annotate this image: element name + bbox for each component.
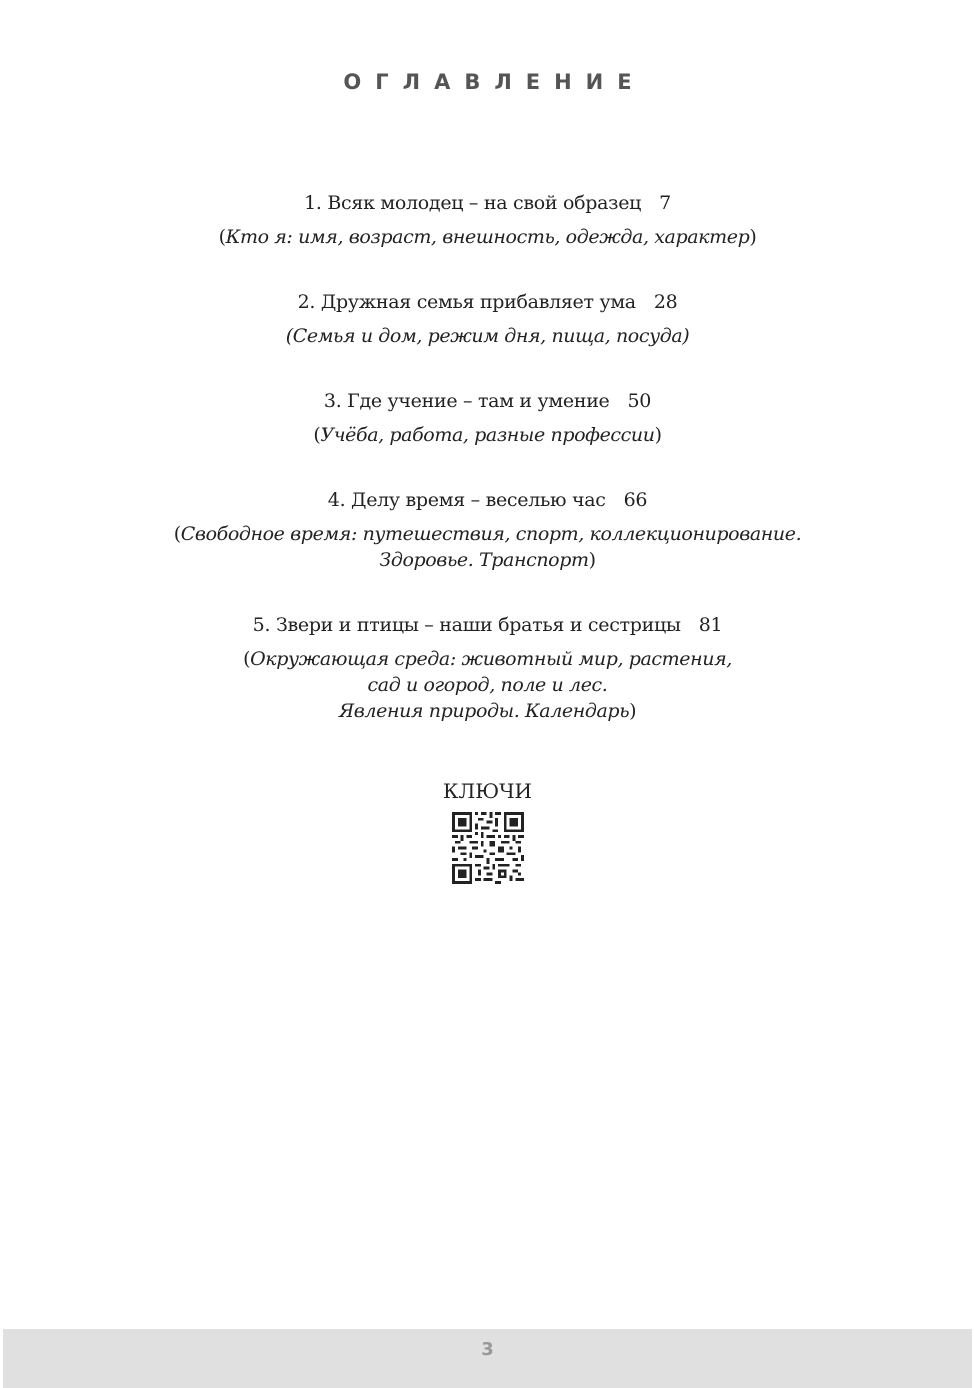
description-line [0, 672, 975, 698]
toc-entry-description [0, 224, 975, 250]
toc-entry-description [0, 646, 975, 724]
toc-entry-title: 4. Делу время – веселью час [327, 489, 606, 511]
description-text: Учёба, работа, разные профессии [320, 424, 655, 446]
page-title: ОГЛАВЛЕНИЕ [343, 70, 646, 94]
description-line: (Свободное время: путешествия, спорт, коллекционирование. [173, 523, 802, 545]
description-text: Семья и дом, режим дня, пища, посуда [292, 325, 683, 347]
description-line: (Семья и дом, режим дня, пища, посуда) [285, 325, 690, 347]
description-text: Кто я: имя, возраст, внешность, одежда, характер [225, 226, 750, 248]
description-text: Свободное время: путешествия, спорт, коллекционирование. [180, 523, 802, 545]
toc-entry-description [0, 521, 975, 573]
page-footer [3, 1329, 972, 1388]
description-line: (Учёба, работа, разные профессии) [313, 424, 662, 446]
toc-entry-3 [0, 386, 975, 448]
toc-entry-4 [0, 485, 975, 573]
table-of-contents [0, 188, 975, 761]
toc-entry-title: 3. Где учение – там и умение [323, 390, 610, 412]
description-text: Здоровье. Транспорт [379, 549, 589, 571]
toc-entry-line[interactable] [0, 287, 975, 317]
toc-entry-title: 5. Звери и птицы – наши братья и сестрицы [252, 614, 681, 636]
description-text: Явления природы. Календарь [338, 700, 630, 722]
keys-label: КЛЮЧИ [443, 779, 532, 803]
description-line: (Кто я: имя, возраст, внешность, одежда, характер) [218, 226, 757, 248]
description-text: Окружающая среда: животный мир, растения, [250, 648, 732, 670]
toc-entry-line[interactable] [0, 188, 975, 218]
toc-entry-line[interactable] [0, 386, 975, 416]
page-number: 3 [481, 1339, 494, 1360]
toc-entry-2 [0, 287, 975, 349]
toc-entry-5 [0, 610, 975, 724]
toc-entry-title: 1. Всяк молодец – на свой образец [304, 192, 642, 214]
toc-entry-line[interactable] [0, 485, 975, 515]
description-line: Явления природы. Календарь) [338, 700, 637, 722]
toc-entry-page: 7 [659, 192, 671, 214]
description-text: сад и огород, поле и лес. [367, 674, 608, 696]
toc-entry-1 [0, 188, 975, 250]
toc-entry-page: 28 [653, 291, 678, 313]
toc-entry-title: 2. Дружная семья прибавляет ума [297, 291, 636, 313]
toc-entry-page: 50 [627, 390, 652, 412]
toc-entry-description [0, 323, 975, 349]
qr-code-icon[interactable] [452, 812, 524, 884]
toc-entry-page: 81 [698, 614, 723, 636]
description-line: (Окружающая среда: животный мир, растения, [243, 648, 732, 670]
toc-entry-line[interactable] [0, 610, 975, 640]
description-line: Здоровье. Транспорт) [379, 549, 596, 571]
toc-entry-description [0, 422, 975, 448]
toc-entry-page: 66 [623, 489, 648, 511]
keys-section [0, 776, 975, 884]
